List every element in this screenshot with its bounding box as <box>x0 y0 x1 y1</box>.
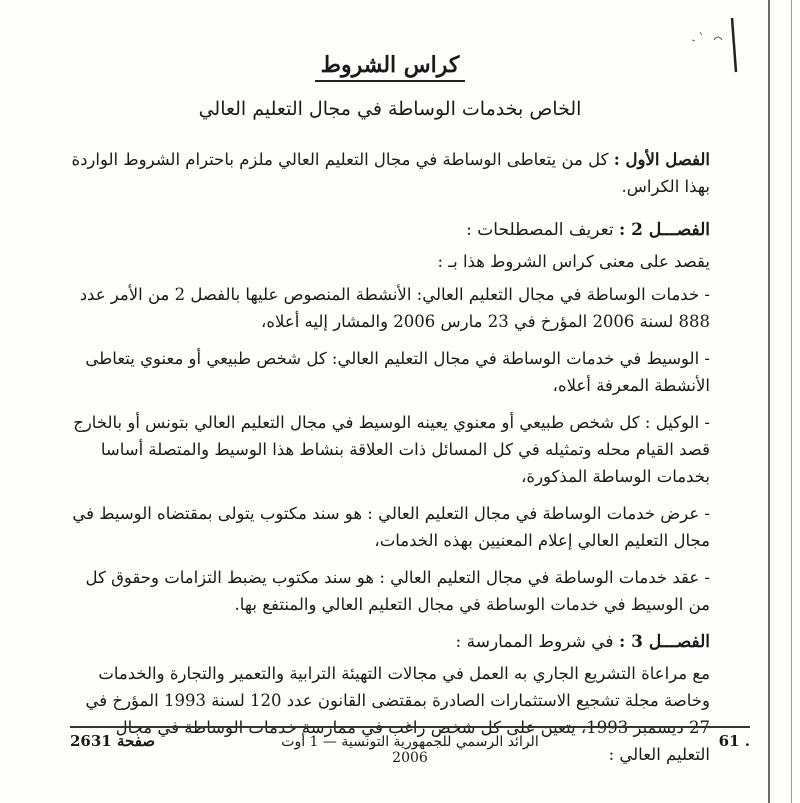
article-2-heading-text: تعريف المصطلحات : <box>466 220 614 240</box>
scan-edge-line <box>768 0 770 803</box>
document-title: كراس الشروط <box>320 52 460 78</box>
document-body <box>70 40 710 768</box>
page-footer <box>70 732 750 766</box>
definition-item: - عقد خدمات الوساطة في مجال التعليم العالي : هو سند مكتوب يضبط التزامات وحقوق كل من الوسيط في خدمات الوساطة في مجال التعليم العالي والمنتفع بها. <box>85 568 710 614</box>
article-1-heading: الفصل الأول : <box>613 150 710 169</box>
article-2-intro: يقصد على معنى كراس الشروط هذا بـ : <box>437 252 710 271</box>
footer-issue-number: 61 . <box>718 732 750 750</box>
article-3-heading-text: في شروط الممارسة : <box>455 632 614 652</box>
definition-item: - الوسيط في خدمات الوساطة في مجال التعليم العالي: كل شخص طبيعي أو معنوي يتعاطى الأنشطة المعرفة أعلاه، <box>85 349 710 395</box>
article-3-heading-row <box>70 628 710 656</box>
definition-item: - عرض خدمات الوساطة في مجال التعليم العالي : هو سند مكتوب يتولى بمقتضاه الوسيط في مجال التعليم العالي إعلام المعنيين بهذه الخدمات، <box>72 504 710 550</box>
article-2-heading-row <box>70 216 710 244</box>
scan-edge-line-outer <box>791 0 792 803</box>
footer-page-label: صفحة 2631 <box>70 732 156 750</box>
definition-item: - خدمات الوساطة في مجال التعليم العالي: الأنشطة المنصوص عليها بالفصل 2 من الأمر عدد 888 لسنة 2006 المؤرخ في 23 مارس 2006 والمشار إليه أعلاه، <box>79 285 710 331</box>
article-1 <box>70 146 710 200</box>
document-subtitle: الخاص بخدمات الوساطة في مجال التعليم العالي <box>198 98 582 120</box>
title-underline <box>315 80 465 82</box>
article-3-text: مع مراعاة التشريع الجاري به العمل في مجالات التهيئة الترابية والتعمير والتجارة والخدمات وخاصة مجلة تشجيع الاستثمارات الصادرة بمقتضى القانون عدد 120 لسنة 1993 المؤرخ في التعليم العالي : <box>85 664 710 764</box>
definition-item: - الوكيل : كل شخص طبيعي أو معنوي يعينه الوسيط في مجال التعليم العالي بتونس أو بالخارج قصد القيام محله وتمثيله في كل المسائل ذات العلاقة بنشاط هذا الوسيط والمتصلة أساسا بخدمات الوساطة المذكورة، <box>73 413 710 486</box>
article-1-text: كل من يتعاطى الوساطة في مجال التعليم العالي ملزم باحترام الشروط الواردة بهذا الكراس. <box>71 150 710 196</box>
article-3-heading: الفصـــل 3 : <box>618 632 710 652</box>
footer-rule <box>70 726 750 728</box>
article-2-heading: الفصـــل 2 : <box>618 220 710 240</box>
footer-publication: الرائد الرسمي للجمهورية التونسية — 1 أوت 2006 <box>281 734 539 766</box>
